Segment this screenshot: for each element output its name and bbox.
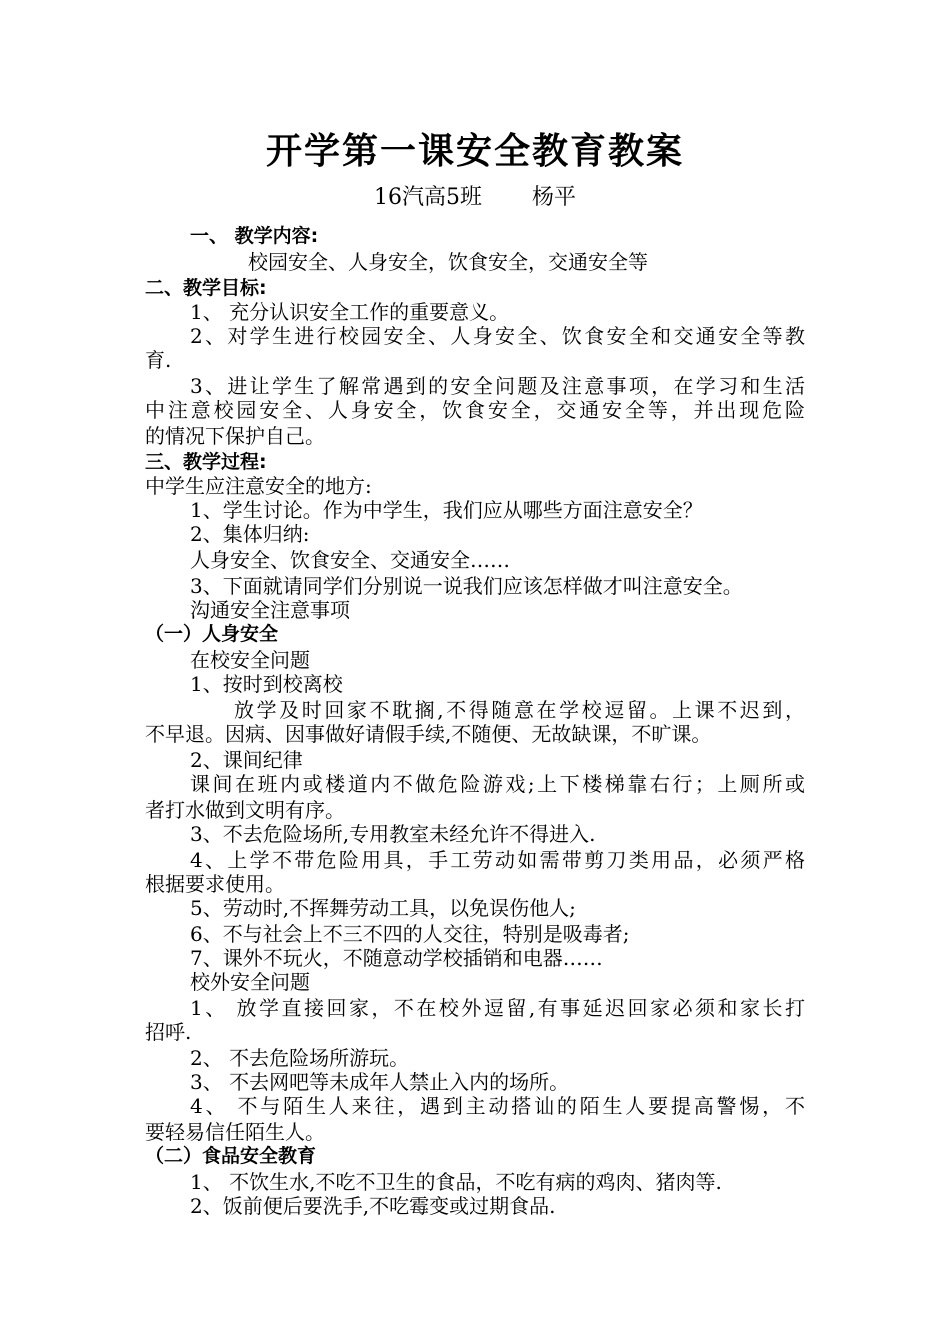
process-line: 不早退。因病、因事做好请假手续,不随便、无故缺课，不旷课。 — [145, 722, 712, 746]
process-line: 招呼. — [145, 1020, 192, 1044]
process-line: 2、课间纪律 — [190, 748, 303, 772]
process-line: 沟通安全注意事项 — [190, 598, 350, 622]
goal-line: 中注意校园安全、人身安全，饮食安全，交通安全等，并出现危险 — [145, 398, 805, 422]
process-line: 3、 不去网吧等未成年人禁止入内的场所。 — [190, 1070, 570, 1094]
process-line: 6、不与社会上不三不四的人交往，特别是吸毒者; — [190, 922, 630, 946]
process-line: 4、 不与陌生人来往，遇到主动搭讪的陌生人要提高警惕，不 — [190, 1094, 805, 1118]
process-line: 者打水做到文明有序。 — [145, 798, 345, 822]
food-line: 1、 不饮生水,不吃不卫生的食品，不吃有病的鸡肉、猪肉等. — [190, 1170, 722, 1194]
process-line: 5、劳动时,不挥舞劳动工具，以免误伤他人; — [190, 896, 576, 920]
process-line: 2、 不去危险场所游玩。 — [190, 1046, 410, 1070]
subsection-heading-personal-safety: （一）人身安全 — [145, 623, 279, 645]
goal-line: 1、 充分认识安全工作的重要意义。 — [190, 300, 510, 324]
teacher-name: 杨平 — [531, 185, 576, 210]
process-line: 在校安全问题 — [190, 648, 310, 672]
goal-line: 2、对学生进行校园安全、人身安全、饮食安全和交通安全等教 — [190, 324, 805, 348]
process-line: 放学及时回家不耽搁,不得随意在学校逗留。上课不迟到， — [234, 698, 805, 722]
process-line: 人身安全、饮食安全、交通安全…… — [190, 548, 510, 572]
class-name: 16汽高5班 — [373, 185, 482, 210]
process-line: 7、课外不玩火，不随意动学校插销和电器…… — [190, 946, 603, 970]
process-line: 1、学生讨论。作为中学生，我们应从哪些方面注意安全？ — [190, 498, 703, 522]
goal-line: 3、进让学生了解常遇到的安全问题及注意事项，在学习和生活 — [190, 374, 805, 398]
subtitle — [0, 182, 950, 214]
food-line: 2、饭前便后要洗手,不吃霉变或过期食品. — [190, 1194, 556, 1218]
process-line: 1、按时到校离校 — [190, 672, 343, 696]
process-line: 中学生应注意安全的地方: — [145, 474, 372, 498]
section-heading-content: 一、 教学内容: — [190, 225, 319, 247]
process-line: 课间在班内或楼道内不做危险游戏;上下楼梯靠右行；上厕所或 — [190, 772, 805, 796]
process-line: 1、 放学直接回家，不在校外逗留,有事延迟回家必须和家长打 — [190, 996, 805, 1020]
process-line: 4、上学不带危险用具，手工劳动如需带剪刀类用品，必须严格 — [190, 848, 805, 872]
process-line: 要轻易信任陌生人。 — [145, 1120, 325, 1144]
goal-line: 的情况下保护自己。 — [145, 424, 325, 448]
goal-line: 育. — [145, 348, 172, 372]
subsection-heading-food-safety: （二）食品安全教育 — [145, 1145, 317, 1167]
page-title: 开学第一课安全教育教案 — [265, 131, 684, 172]
section-heading-goals: 二、教学目标: — [145, 277, 267, 299]
content-summary: 校园安全、人身安全，饮食安全，交通安全等 — [248, 250, 648, 274]
process-line: 3、不去危险场所,专用教室未经允许不得进入. — [190, 822, 596, 846]
process-line: 根据要求使用。 — [145, 872, 285, 896]
process-line: 2、集体归纳: — [190, 522, 310, 546]
section-heading-process: 三、教学过程: — [145, 451, 267, 473]
process-line: 校外安全问题 — [190, 970, 310, 994]
process-line: 3、下面就请同学们分别说一说我们应该怎样做才叫注意安全。 — [190, 574, 743, 598]
